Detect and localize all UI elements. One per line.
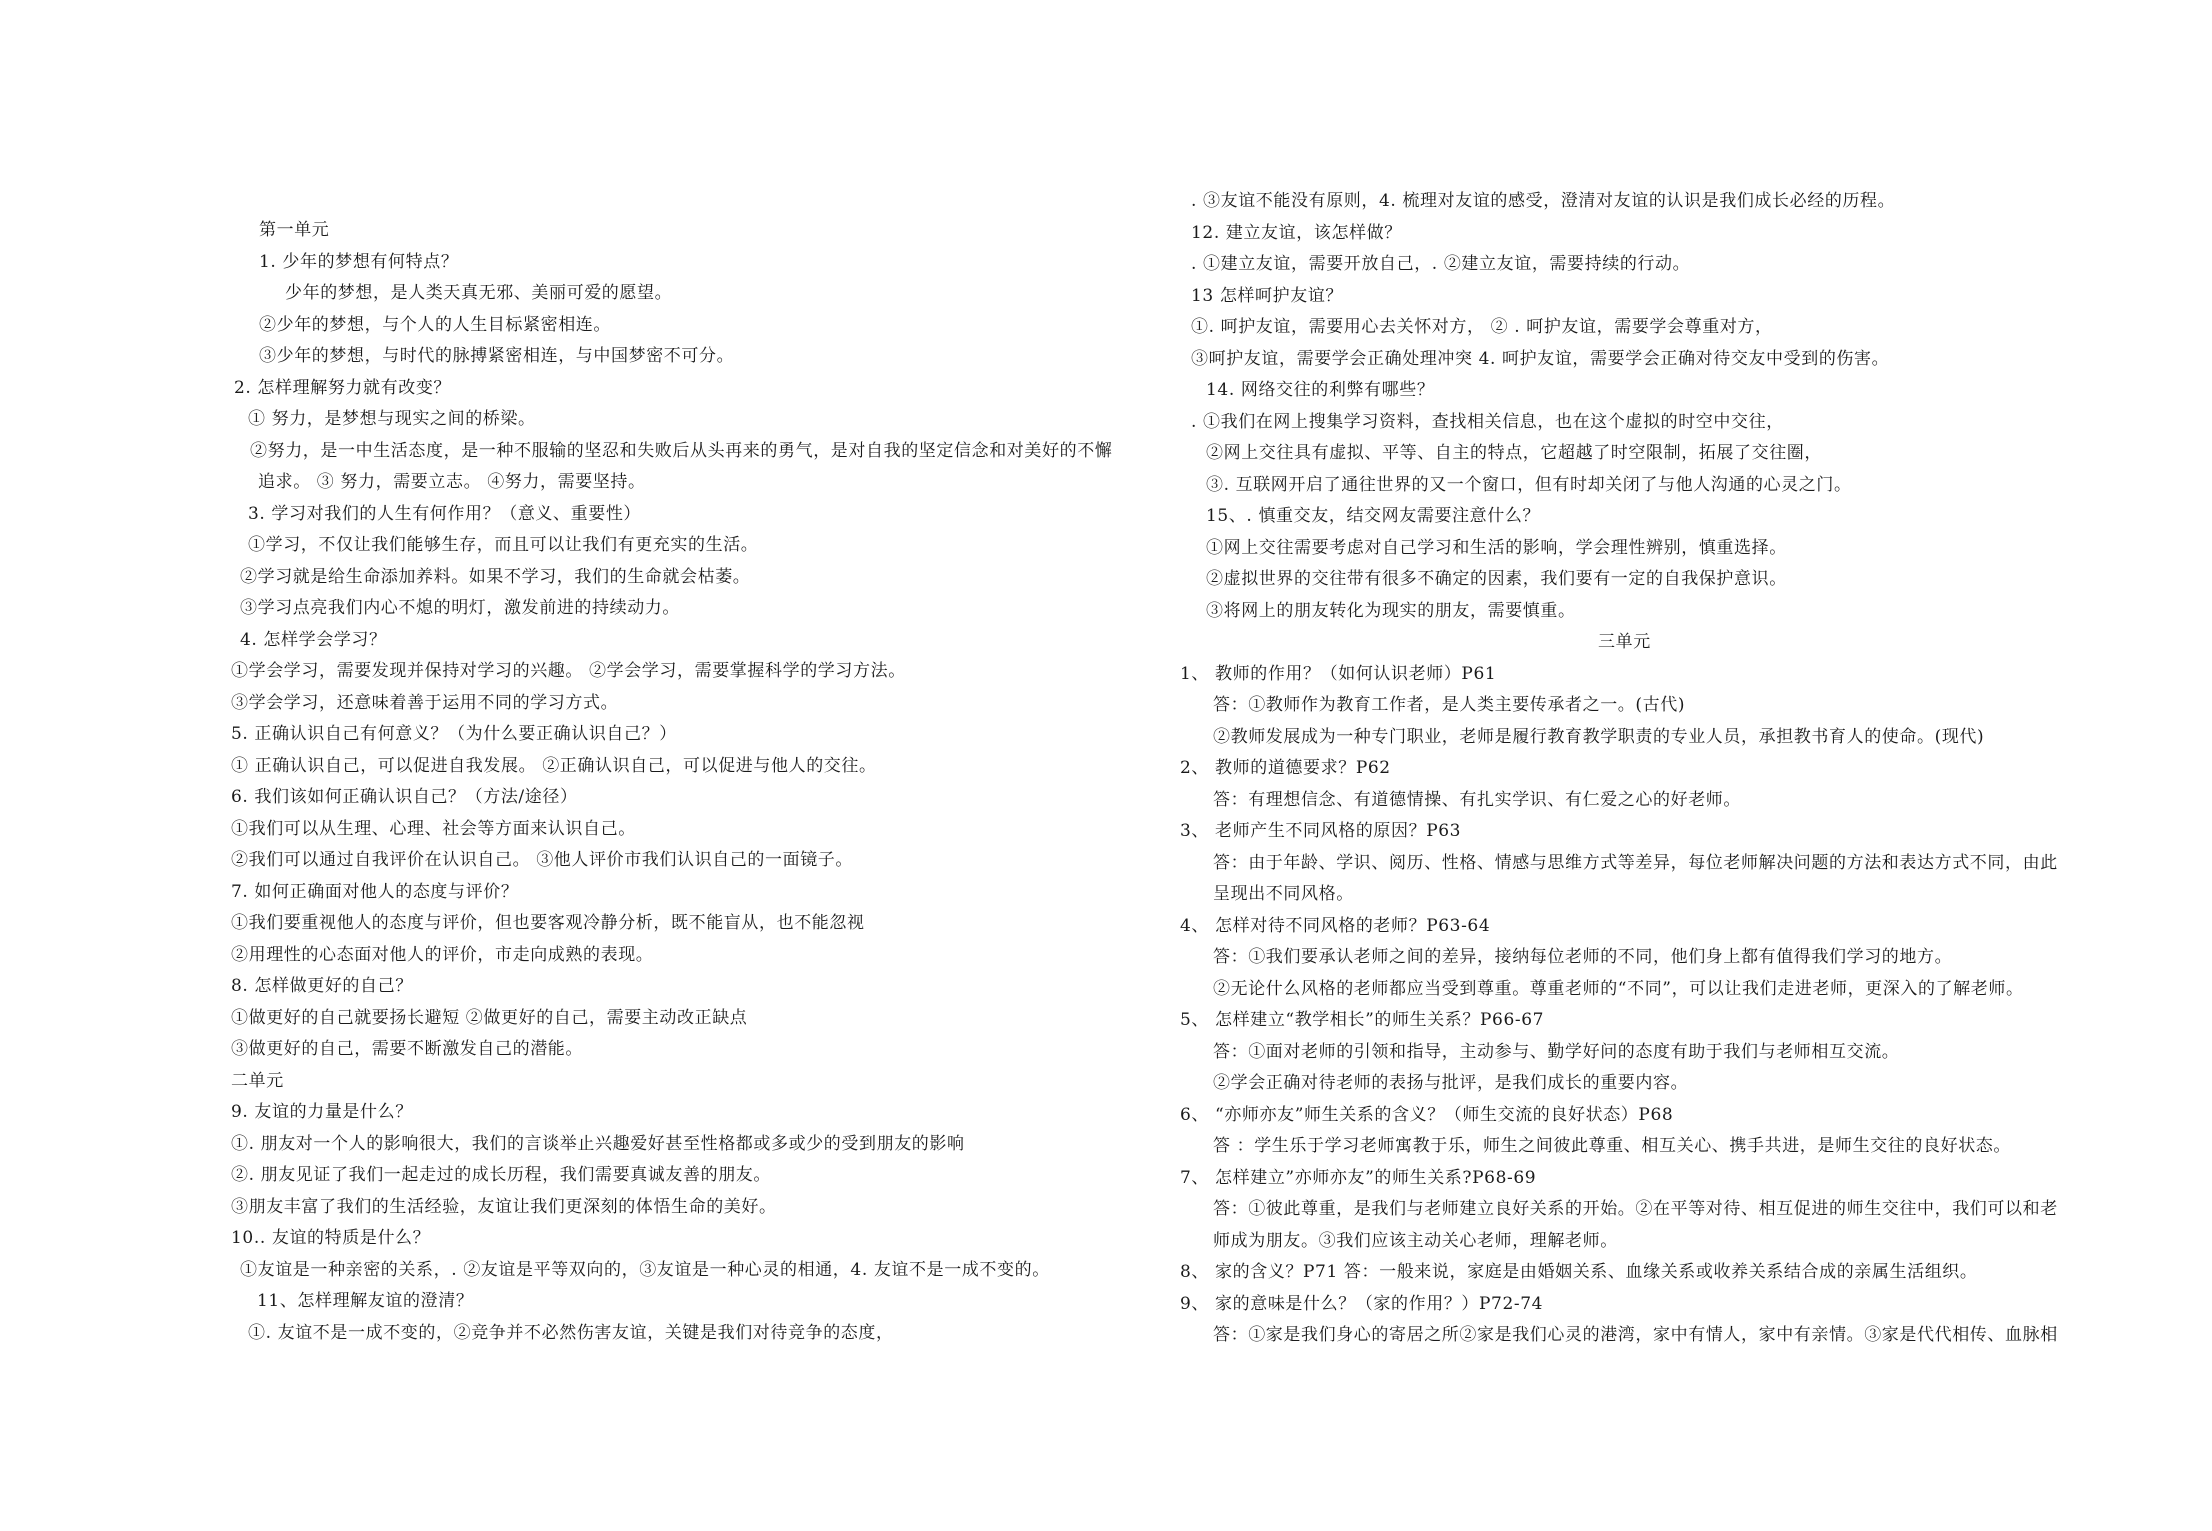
right-column-line: 答：①家是我们身心的寄居之所②家是我们心灵的港湾，家中有情人，家中有亲情。③家是代代相传、血脉相 xyxy=(1213,1325,2058,1345)
right-column-line: 15、. 慎重交友，结交网友需要注意什么？ xyxy=(1206,506,1541,526)
left-column-line: 8. 怎样做更好的自己？ xyxy=(231,976,413,996)
left-column-line: ①学会学习，需要发现并保持对学习的兴趣。 ②学会学习，需要掌握科学的学习方法。 xyxy=(231,661,906,681)
left-column-line: 5. 正确认识自己有何意义？（为什么要正确认识自己？） xyxy=(231,724,677,744)
right-column-line: 8、 家的含义？P71 答：一般来说，家庭是由婚姻关系、血缘关系或收养关系结合成的亲属生活组织。 xyxy=(1180,1262,1978,1282)
right-column-line: ②无论什么风格的老师都应当受到尊重。尊重老师的“不同”，可以让我们走进老师，更深入的了解老师。 xyxy=(1213,978,2024,999)
left-column-line: ①友谊是一种亲密的关系，. ②友谊是平等双向的，③友谊是一种心灵的相通，4. 友谊不是一成不变的。 xyxy=(240,1259,1050,1280)
right-column-line: ②教师发展成为一种专门职业，老师是履行教育教学职责的专业人员，承担教书育人的使命。(现代) xyxy=(1213,726,1985,747)
right-column-line: 答：①彼此尊重，是我们与老师建立良好关系的开始。②在平等对待、相互促进的师生交往中，我们可以和老 xyxy=(1213,1199,2058,1219)
left-column-line: ②我们可以通过自我评价在认识自己。 ③他人评价市我们认识自己的一面镜子。 xyxy=(231,850,854,870)
left-column-line: 3. 学习对我们的人生有何作用？（意义、重要性） xyxy=(248,503,642,524)
left-column-line: ③少年的梦想，与时代的脉搏紧密相连，与中国梦密不可分。 xyxy=(259,346,735,366)
right-column-line: 14. 网络交往的利弊有哪些？ xyxy=(1206,380,1435,400)
right-column-line: ③. 互联网开启了通往世界的又一个窗口，但有时却关闭了与他人沟通的心灵之门。 xyxy=(1206,474,1852,495)
left-column-line: ②努力，是一中生活态度，是一种不服输的坚忍和失败后从头再来的勇气，是对自我的坚定信念和对美好的不懈 xyxy=(250,440,1113,461)
left-column-line: ①. 朋友对一个人的影响很大，我们的言谈举止兴趣爱好甚至性格都或多或少的受到朋友的影响 xyxy=(231,1133,965,1154)
left-column-line: ②少年的梦想，与个人的人生目标紧密相连。 xyxy=(259,314,611,335)
left-column-line: 10.. 友谊的特质是什么？ xyxy=(231,1228,431,1248)
left-column-line: 9. 友谊的力量是什么？ xyxy=(231,1102,413,1122)
left-column-line: ①我们要重视他人的态度与评价，但也要客观冷静分析，既不能盲从，也不能忽视 xyxy=(231,913,865,933)
left-column-line: ③做更好的自己，需要不断激发自己的潜能。 xyxy=(231,1039,583,1059)
right-column-line: 6、 “亦师亦友”师生关系的含义？（师生交流的良好状态）P68 xyxy=(1180,1104,1674,1125)
right-column-line: 7、 怎样建立”亦师亦友”的师生关系?P68-69 xyxy=(1180,1167,1537,1188)
left-column-line: ① 努力，是梦想与现实之间的桥梁。 xyxy=(248,409,536,429)
right-column-line: 12. 建立友谊，该怎样做？ xyxy=(1191,222,1402,243)
left-column-line: ①我们可以从生理、心理、社会等方面来认识自己。 xyxy=(231,818,636,839)
right-column-line: 2、 教师的道德要求？P62 xyxy=(1180,758,1391,778)
left-column-line: ③学习点亮我们内心不熄的明灯，激发前进的持续动力。 xyxy=(240,598,680,618)
left-column-line: 1. 少年的梦想有何特点？ xyxy=(259,251,459,272)
left-column-line: 11、怎样理解友谊的澄清？ xyxy=(257,1291,474,1311)
right-column-line: 答：由于年龄、学识、阅历、性格、情感与思维方式等差异，每位老师解决问题的方法和表达方式不同，由此 xyxy=(1213,852,2058,873)
left-column-line: 少年的梦想，是人类天真无邪、美丽可爱的愿望。 xyxy=(285,283,673,303)
right-column-line: 三单元 xyxy=(1598,632,1651,652)
left-column-line: ②用理性的心态面对他人的评价，市走向成熟的表现。 xyxy=(231,944,654,965)
left-column-line: 4. 怎样学会学习？ xyxy=(240,629,387,650)
left-column-line: ①学习，不仅让我们能够生存，而且可以让我们有更充实的生活。 xyxy=(248,535,759,555)
left-column-line: 7. 如何正确面对他人的态度与评价？ xyxy=(231,881,519,902)
right-column-line: ③呵护友谊，需要学会正确处理冲突 4. 呵护友谊，需要学会正确对待交友中受到的伤害。 xyxy=(1191,348,1890,369)
left-column-line: 第一单元 xyxy=(259,220,330,240)
right-column-line: ②虚拟世界的交往带有很多不确定的因素，我们要有一定的自我保护意识。 xyxy=(1206,569,1787,589)
right-column-line: 答：①我们要承认老师之间的差异，接纳每位老师的不同，他们身上都有值得我们学习的地方。 xyxy=(1213,947,1953,967)
left-column-line: ①做更好的自己就要扬长避短 ②做更好的自己，需要主动改正缺点 xyxy=(231,1007,748,1028)
right-column-line: 答：有理想信念、有道德情操、有扎实学识、有仁爱之心的好老师。 xyxy=(1213,789,1741,810)
right-column-line: 答：①教师作为教育工作者，是人类主要传承者之一。(古代) xyxy=(1213,695,1686,715)
left-column-line: ③朋友丰富了我们的生活经验，友谊让我们更深刻的体悟生命的美好。 xyxy=(231,1196,777,1217)
right-column-line: 1、 教师的作用？（如何认识老师）P61 xyxy=(1180,663,1497,684)
right-column-line: 3、 老师产生不同风格的原因？P63 xyxy=(1180,821,1462,841)
right-column-line: 5、 怎样建立“教学相长”的师生关系？P66-67 xyxy=(1180,1010,1545,1030)
right-column-line: 答：①面对老师的引领和指导，主动参与、勤学好问的态度有助于我们与老师相互交流。 xyxy=(1213,1041,1900,1062)
left-column-line: ① 正确认识自己，可以促进自我发展。 ②正确认识自己，可以促进与他人的交往。 xyxy=(231,755,877,776)
right-column-line: 9、 家的意味是什么？（家的作用？）P72-74 xyxy=(1180,1293,1544,1314)
left-column-line: ②. 朋友见证了我们一起走过的成长历程，我们需要真诚友善的朋友。 xyxy=(231,1165,772,1185)
right-column-line: 4、 怎样对待不同风格的老师？P63-64 xyxy=(1180,915,1491,936)
right-column-line: ②网上交往具有虚拟、平等、自主的特点，它超越了时空限制，拓展了交往圈， xyxy=(1206,443,1822,463)
left-column-line: 6. 我们该如何正确认识自己？（方法/途径） xyxy=(231,787,578,807)
right-column-line: ①网上交往需要考虑对自己学习和生活的影响，学会理性辨别，慎重选择。 xyxy=(1206,537,1787,558)
right-column-line: ①. 呵护友谊，需要用心去关怀对方， ② . 呵护友谊，需要学会尊重对方， xyxy=(1191,317,1773,337)
left-column-line: 追求。 ③ 努力，需要立志。 ④努力，需要坚持。 xyxy=(258,472,646,492)
left-column-line: 二单元 xyxy=(231,1070,284,1091)
right-column-line: . ③友谊不能没有原则，4. 梳理对友谊的感受，澄清对友谊的认识是我们成长必经的历程。 xyxy=(1191,191,1896,211)
right-column-line: 师成为朋友。③我们应该主动关心老师，理解老师。 xyxy=(1213,1230,1618,1251)
right-column-line: 呈现出不同风格。 xyxy=(1213,884,1354,904)
right-column-line: ③将网上的朋友转化为现实的朋友，需要慎重。 xyxy=(1206,600,1576,621)
left-column-line: 2. 怎样理解努力就有改变？ xyxy=(234,377,452,398)
left-column-line: ②学习就是给生命添加养料。如果不学习，我们的生命就会枯萎。 xyxy=(240,566,751,587)
right-column-line: . ①建立友谊，需要开放自己，. ②建立友谊，需要持续的行动。 xyxy=(1191,254,1691,274)
left-column-line: ①. 友谊不是一成不变的，②竞争并不必然伤害友谊，关键是我们对待竞争的态度， xyxy=(248,1322,894,1343)
right-column-line: 答 ：学生乐于学习老师寓教于乐，师生之间彼此尊重、相互关心、携手共进，是师生交往的良好状态。 xyxy=(1213,1136,2012,1156)
right-column-line: 13 怎样呵护友谊？ xyxy=(1191,285,1344,306)
right-column-line: . ①我们在网上搜集学习资料，查找相关信息，也在这个虚拟的时空中交往， xyxy=(1191,411,1784,432)
left-column-line: ③学会学习，还意味着善于运用不同的学习方式。 xyxy=(231,692,619,713)
right-column-line: ②学会正确对待老师的表扬与批评，是我们成长的重要内容。 xyxy=(1213,1073,1689,1093)
